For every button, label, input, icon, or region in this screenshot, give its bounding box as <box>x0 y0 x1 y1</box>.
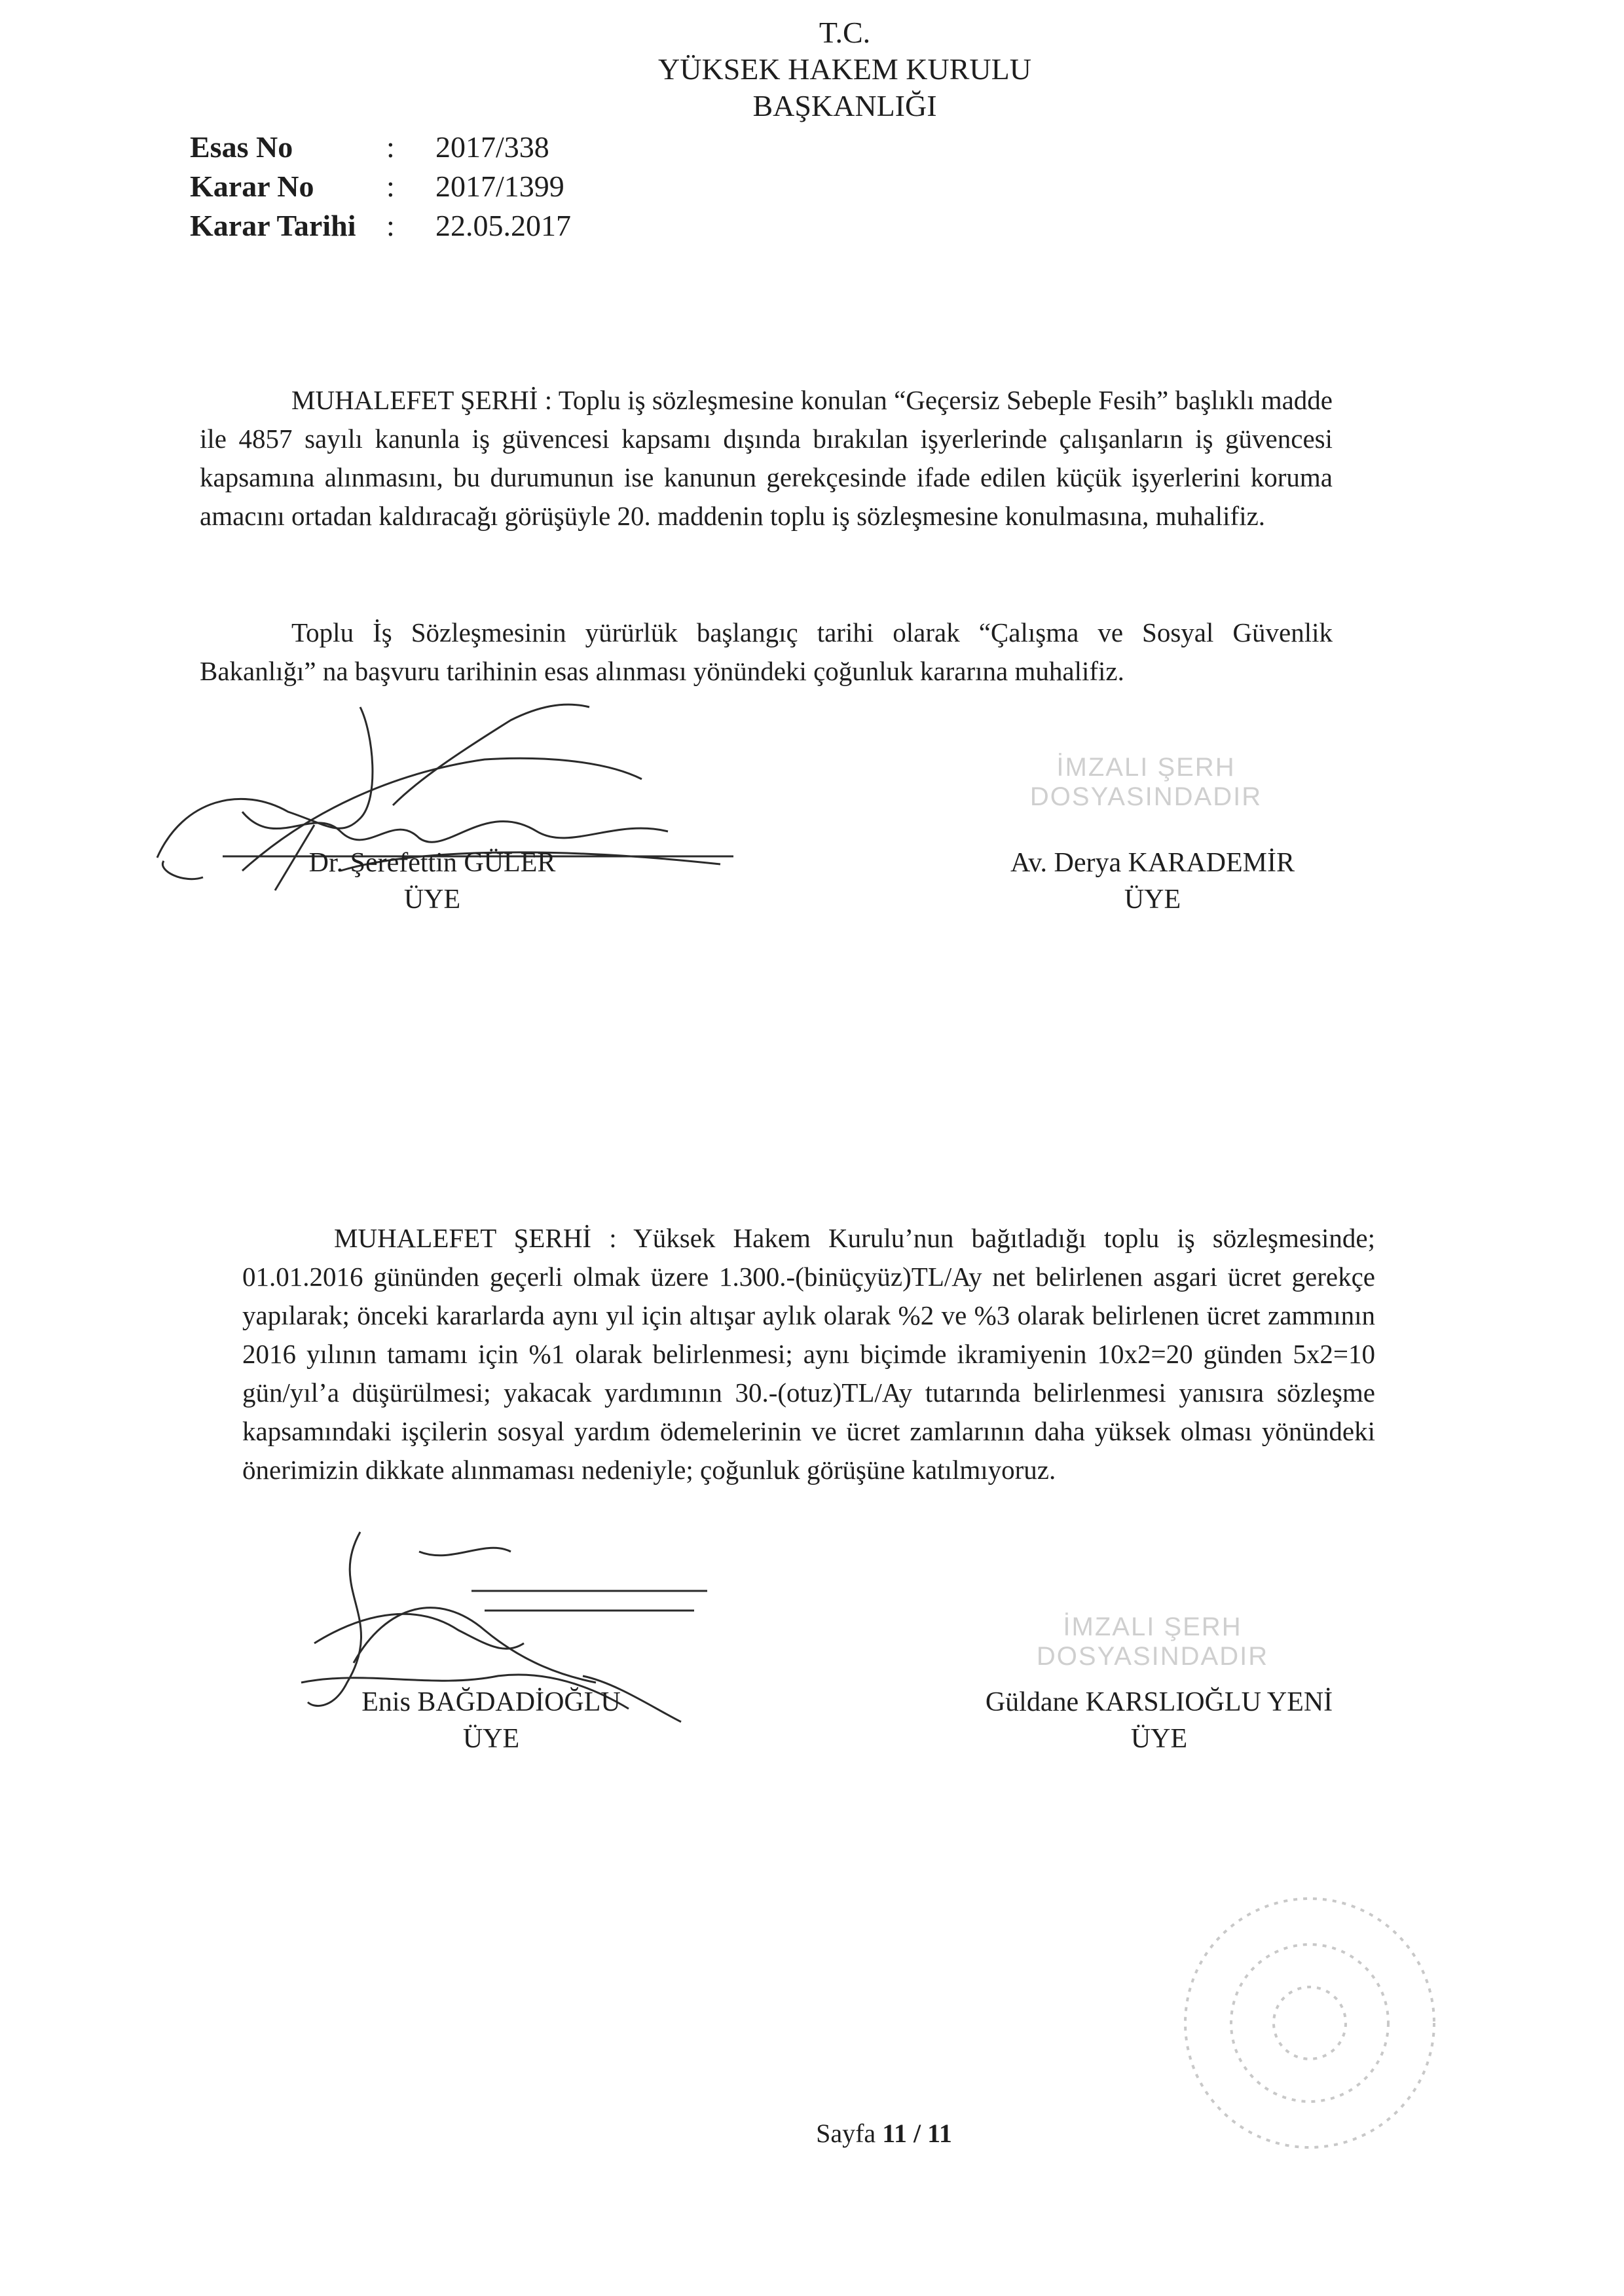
page-label: Sayfa <box>816 2119 876 2148</box>
header-department: BAŞKANLIĞI <box>752 89 937 122</box>
case-meta <box>190 128 571 246</box>
signatory-name: Dr. Şerefettin GÜLER <box>308 848 556 878</box>
meta-label: Esas No <box>190 130 293 164</box>
signatory-name: Enis BAĞDADİOĞLU <box>361 1687 621 1717</box>
dissent-paragraph-3 <box>242 1219 1375 1489</box>
page-footer <box>720 2118 1048 2149</box>
signatory-role: ÜYE <box>462 1724 520 1754</box>
document-header <box>550 14 1139 124</box>
signatory-bagdadioglu <box>308 1684 674 1757</box>
meta-row-tarih <box>190 206 571 246</box>
meta-value: 2017/338 <box>435 130 549 164</box>
meta-row-esas <box>190 128 571 167</box>
official-seal-icon <box>1172 1886 1447 2160</box>
dissent-text: Toplu İş Sözleşmesinin yürürlük başlangıç tarihi olarak “Çalışma ve Sosyal Güvenlik Bakanlığı” na başvuru tarihinin esas alınması yönündeki çoğunluk kararına muhalifiz. <box>200 617 1333 686</box>
meta-row-karar <box>190 167 571 206</box>
meta-label: Karar No <box>190 170 314 203</box>
signatory-role: ÜYE <box>1124 884 1181 915</box>
meta-colon: : <box>386 170 395 203</box>
signatory-karslioglu <box>943 1684 1375 1757</box>
signatory-role: ÜYE <box>1130 1724 1188 1754</box>
meta-colon: : <box>386 209 395 242</box>
header-institution: YÜKSEK HAKEM KURULU <box>658 52 1031 86</box>
signed-dissent-stamp: İMZALI ŞERH DOSYASINDADIR <box>1036 1613 1269 1671</box>
signatory-name: Av. Derya KARADEMİR <box>1010 848 1295 878</box>
header-tc: T.C. <box>819 16 871 49</box>
signatory-karademir <box>956 845 1349 918</box>
signatory-guler <box>249 845 616 918</box>
meta-colon: : <box>386 130 395 164</box>
dissent-paragraph-2 <box>200 613 1333 691</box>
signatory-name: Güldane KARSLIOĞLU YENİ <box>985 1687 1333 1717</box>
signatory-role: ÜYE <box>403 884 461 915</box>
dissent-text: MUHALEFET ŞERHİ : Yüksek Hakem Kurulu’nun bağıtladığı toplu iş sözleşmesinde; 01.01.2016 gününden geçerli olmak üzere 1.300.-(binüçyüz)TL/Ay net belirlenen asgari ücret gerekçe yapılarak; önceki kararlarda aynı yıl için altışar aylık olarak %2 ve %3 olarak belirlenen ücret zammının 2016 yılının tamamı için %1 olarak belirlenmesi; aynı biçimde ikramiyenin 10x2=20 günden 5x2=10 gün/yıl’a düşürülmesi; yakacak yardımının 30.-(otuz)TL/Ay tutarında belirlenmesi yanısıra sözleşme kapsamındaki işçilerin sosyal yardım ödemelerinin ve ücret zamlarının daha yüksek olması yönündeki önerimizin dikkate alınmaması nedeniyle; çoğunluk görüşüne katılmıyoruz. <box>242 1223 1375 1485</box>
meta-label: Karar Tarihi <box>190 209 356 242</box>
dissent-text: MUHALEFET ŞERHİ : Toplu iş sözleşmesine konulan “Geçersiz Sebeple Fesih” başlıklı madde ile 4857 sayılı kanunla iş güvencesi kapsamı dışında bırakılan işyerlerinde çalışanların iş güvencesi kapsamına alınmasını, bu durumunun ise kanunun gerekçesinde ifade edilen küçük işyerlerini koruma amacını ortadan kaldıracağı görüşüyle 20. maddenin toplu iş sözleşmesine konulmasına, muhalifiz. <box>200 385 1333 531</box>
dissent-paragraph-1 <box>200 381 1333 536</box>
meta-value: 22.05.2017 <box>435 209 571 242</box>
signed-dissent-stamp: İMZALI ŞERH DOSYASINDADIR <box>1029 753 1263 811</box>
page-number: 11 / 11 <box>882 2119 952 2148</box>
meta-value: 2017/1399 <box>435 170 564 203</box>
